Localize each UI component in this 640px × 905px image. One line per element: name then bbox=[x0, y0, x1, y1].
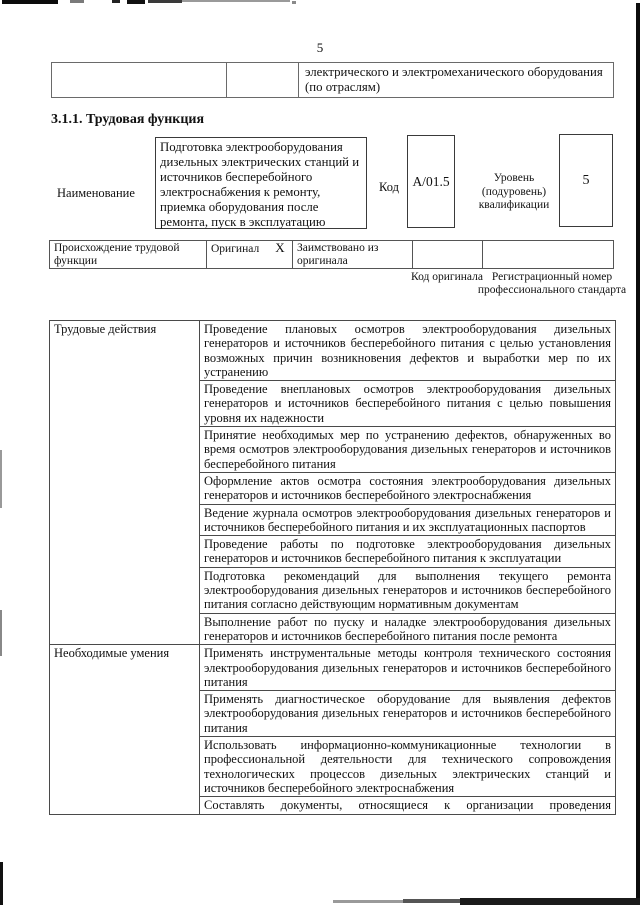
required-skill-item: Использовать информационно-коммуникационные технологии в профессиональной деятельности для технического сопровождения технологических процессов дизельных электрических станций и источников бесперебойного электроснабжения bbox=[200, 737, 616, 797]
required-skills-label: Необходимые умения bbox=[50, 645, 200, 814]
scan-mark-left-1 bbox=[0, 450, 2, 508]
origin-borrowed-cell: Заимствовано из оригинала bbox=[293, 241, 413, 269]
scan-streak-top-2 bbox=[70, 0, 84, 3]
labor-action-item: Принятие необходимых мер по устранению дефектов, обнаруженных во время осмотров электрооборудования дизельных генераторов и источников бесперебойного питания bbox=[200, 427, 616, 473]
original-label: Оригинал bbox=[211, 243, 260, 255]
scan-streak-top-3 bbox=[112, 0, 120, 3]
scan-mark-left-3 bbox=[0, 862, 3, 905]
labor-action-item: Проведение работы по подготовке электрооборудования дизельных генераторов и источников бесперебойного питания к эксплуатации bbox=[200, 536, 616, 568]
required-skill-item-truncated: Составлять документы, относящиеся к организации проведения bbox=[200, 797, 616, 814]
scan-band-bottom-3 bbox=[460, 898, 640, 905]
labor-action-item: Проведение внеплановых осмотров электрооборудования дизельных генераторов и источников бесперебойного питания с целью повышения уровня их надежности bbox=[200, 381, 616, 427]
code-label: Код bbox=[379, 180, 399, 194]
origin-function-label: Происхождение трудовой функции bbox=[50, 241, 207, 269]
scan-streak-top-4 bbox=[127, 0, 145, 4]
table-row bbox=[52, 63, 614, 98]
scan-streak-top-1 bbox=[2, 0, 58, 4]
scan-streak-top-7 bbox=[292, 1, 296, 4]
carryover-cell-empty-1 bbox=[52, 63, 227, 98]
origin-code-cell-empty bbox=[413, 241, 483, 269]
carryover-cell-empty-2 bbox=[227, 63, 299, 98]
table-row bbox=[50, 241, 614, 269]
labor-action-item: Подготовка рекомендаций для выполнения текущего ремонта электрооборудования дизельных генераторов и источников бесперебойного питания согласно действующим нормативным документам bbox=[200, 567, 616, 613]
labor-function-table bbox=[49, 320, 616, 815]
section-heading: 3.1.1. Трудовая функция bbox=[51, 112, 205, 127]
scan-streak-top-6 bbox=[182, 0, 290, 2]
scan-mark-left-2 bbox=[0, 610, 2, 656]
labor-action-item: Проведение плановых осмотров электрооборудования дизельных генераторов и источников бесперебойного питания с целью установления возможных причин возникновения дефектов и выработки мер по их устранению bbox=[200, 321, 616, 381]
scan-band-bottom-2 bbox=[403, 899, 460, 903]
required-skill-item: Применять диагностическое оборудование для выявления дефектов электрооборудования дизельных генераторов и источников бесперебойного питания bbox=[200, 691, 616, 737]
table-row bbox=[50, 645, 616, 691]
origin-table bbox=[49, 240, 614, 269]
table-row bbox=[50, 321, 616, 381]
scan-band-bottom-1 bbox=[333, 900, 403, 903]
origin-regnum-cell-empty bbox=[483, 241, 614, 269]
labor-action-item: Ведение журнала осмотров электрооборудования дизельных генераторов и источников бесперебойного питания и их эксплуатационных паспортов bbox=[200, 504, 616, 536]
carryover-table bbox=[51, 62, 614, 98]
origin-original-cell bbox=[207, 241, 293, 269]
original-x-mark: X bbox=[275, 240, 285, 255]
scan-streak-top-5 bbox=[148, 0, 182, 3]
labor-action-item: Оформление актов осмотра состояния электрооборудования дизельных генераторов и источников бесперебойного электроснабжения bbox=[200, 472, 616, 504]
registration-number-label: Регистрационный номер профессионального стандарта bbox=[477, 271, 627, 296]
function-code-box: А/01.5 bbox=[407, 135, 455, 228]
code-original-label: Код оригинала bbox=[411, 271, 483, 283]
function-name-box: Подготовка электрооборудования дизельных электрических станций и источников бесперебойного электроснабжения к ремонту, приемка оборудования после ремонта, пуск в эксплуатацию bbox=[155, 137, 367, 229]
qualification-level-box: 5 bbox=[559, 134, 613, 227]
scan-bar-right-edge bbox=[636, 3, 640, 905]
labor-actions-label: Трудовые действия bbox=[50, 321, 200, 645]
name-label: Наименование bbox=[57, 186, 135, 200]
carryover-cell-text: электрического и электромеханического оборудования (по отраслям) bbox=[299, 63, 614, 98]
labor-action-item: Выполнение работ по пуску и наладке электрооборудования дизельных генераторов и источников бесперебойного питания после ремонта bbox=[200, 613, 616, 645]
page-number: 5 bbox=[316, 40, 324, 55]
required-skill-item: Применять инструментальные методы контроля технического состояния электрооборудования дизельных генераторов и источников бесперебойного питания bbox=[200, 645, 616, 691]
qualification-level-label: Уровень (подуровень) квалификации bbox=[478, 172, 550, 211]
